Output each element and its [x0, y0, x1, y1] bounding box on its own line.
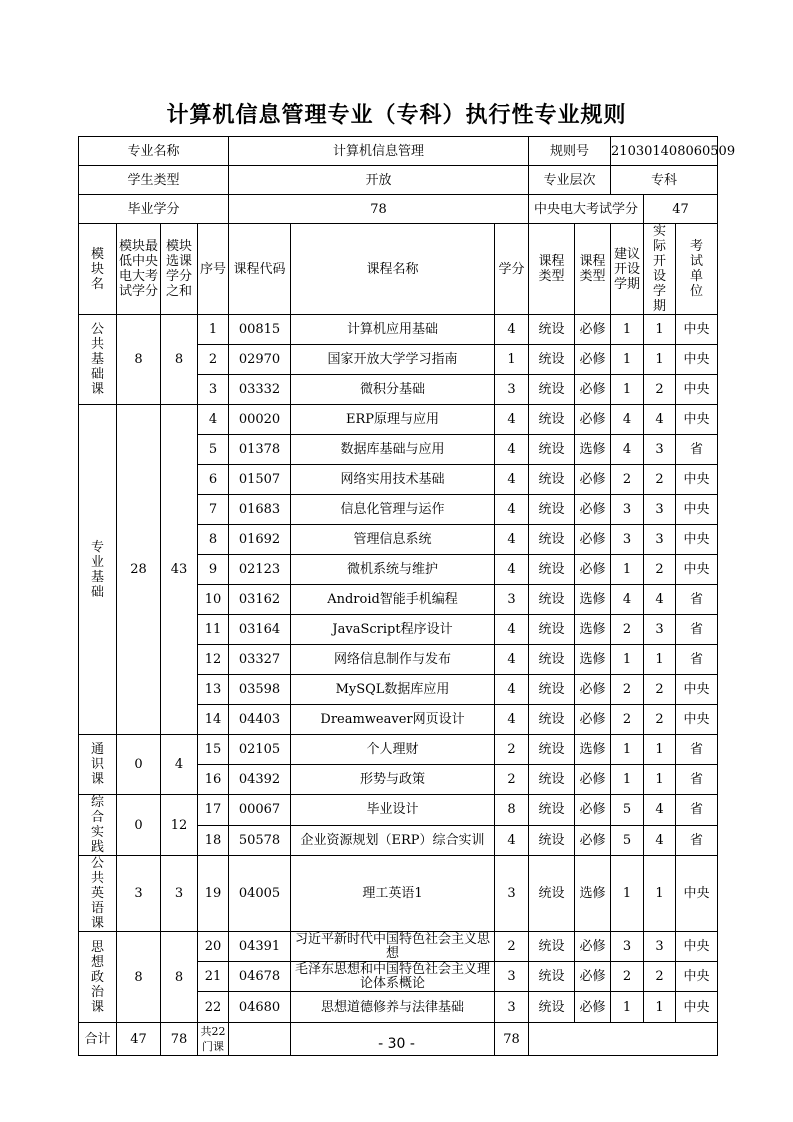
rule-no-value: 210301408060509 [611, 137, 718, 166]
course-code: 04678 [229, 962, 291, 992]
course-seq: 8 [198, 525, 229, 555]
course-seq: 14 [198, 705, 229, 735]
course-credit: 4 [495, 435, 529, 465]
course-suggest-term: 1 [611, 735, 644, 765]
course-actual-term: 2 [644, 555, 676, 585]
course-code: 50578 [229, 825, 291, 856]
course-exam-unit: 中央 [676, 962, 718, 992]
course-credit: 4 [495, 825, 529, 856]
course-actual-term: 1 [644, 735, 676, 765]
course-type: 必修 [575, 525, 611, 555]
header-course-type: 课程类型 [575, 224, 611, 315]
course-kind: 统设 [529, 705, 575, 735]
course-seq: 5 [198, 435, 229, 465]
course-code: 03598 [229, 675, 291, 705]
course-actual-term: 3 [644, 495, 676, 525]
course-name: 习近平新时代中国特色社会主义思想 [291, 932, 495, 962]
course-seq: 21 [198, 962, 229, 992]
course-exam-unit: 中央 [676, 992, 718, 1023]
total-elective-sum: 78 [161, 1023, 198, 1056]
course-seq: 2 [198, 345, 229, 375]
course-exam-unit: 省 [676, 585, 718, 615]
course-actual-term: 2 [644, 375, 676, 405]
course-seq: 20 [198, 932, 229, 962]
course-name: MySQL数据库应用 [291, 675, 495, 705]
course-name: JavaScript程序设计 [291, 615, 495, 645]
course-type: 必修 [575, 315, 611, 345]
course-credit: 2 [495, 735, 529, 765]
course-kind: 统设 [529, 825, 575, 856]
course-kind: 统设 [529, 555, 575, 585]
course-credit: 3 [495, 375, 529, 405]
module-elective-sum: 43 [161, 405, 198, 735]
table-row [79, 405, 718, 435]
course-code: 04392 [229, 765, 291, 795]
course-actual-term: 4 [644, 795, 676, 826]
course-code: 01692 [229, 525, 291, 555]
table-row [79, 795, 718, 826]
header-name: 课程名称 [291, 224, 495, 315]
course-credit: 4 [495, 405, 529, 435]
course-name: ERP原理与应用 [291, 405, 495, 435]
table-row [79, 315, 718, 345]
course-credit: 8 [495, 795, 529, 826]
column-header-row [79, 224, 718, 315]
header-actual-term: 实际开设学期 [644, 224, 676, 315]
course-exam-unit: 中央 [676, 932, 718, 962]
course-name: 个人理财 [291, 735, 495, 765]
course-suggest-term: 5 [611, 825, 644, 856]
module-name: 公共英语课 [79, 856, 117, 932]
course-credit: 4 [495, 675, 529, 705]
course-type: 必修 [575, 405, 611, 435]
course-type: 必修 [575, 375, 611, 405]
course-seq: 3 [198, 375, 229, 405]
course-code: 02105 [229, 735, 291, 765]
course-name: 管理信息系统 [291, 525, 495, 555]
course-seq: 15 [198, 735, 229, 765]
course-suggest-term: 1 [611, 555, 644, 585]
level-value: 专科 [611, 166, 718, 195]
course-type: 选修 [575, 585, 611, 615]
module-name: 思想政治课 [79, 932, 117, 1023]
module-name: 通识课 [79, 735, 117, 795]
course-kind: 统设 [529, 795, 575, 826]
course-type: 必修 [575, 765, 611, 795]
course-credit: 4 [495, 525, 529, 555]
module-elective-sum: 12 [161, 795, 198, 856]
course-credit: 4 [495, 495, 529, 525]
course-suggest-term: 5 [611, 795, 644, 826]
header-credit: 学分 [495, 224, 529, 315]
course-code: 02970 [229, 345, 291, 375]
course-name: 国家开放大学学习指南 [291, 345, 495, 375]
course-name: 网络信息制作与发布 [291, 645, 495, 675]
course-code: 04403 [229, 705, 291, 735]
course-exam-unit: 中央 [676, 856, 718, 932]
course-kind: 统设 [529, 315, 575, 345]
course-suggest-term: 2 [611, 615, 644, 645]
course-seq: 4 [198, 405, 229, 435]
course-actual-term: 1 [644, 315, 676, 345]
module-min-central: 3 [117, 856, 161, 932]
course-type: 必修 [575, 825, 611, 856]
course-suggest-term: 4 [611, 435, 644, 465]
course-exam-unit: 中央 [676, 675, 718, 705]
course-code: 04680 [229, 992, 291, 1023]
course-credit: 3 [495, 856, 529, 932]
course-seq: 12 [198, 645, 229, 675]
course-name: 信息化管理与运作 [291, 495, 495, 525]
info-row-credits [79, 195, 718, 224]
module-min-central: 8 [117, 315, 161, 405]
course-type: 必修 [575, 962, 611, 992]
total-credit: 78 [495, 1023, 529, 1056]
course-name: 微积分基础 [291, 375, 495, 405]
course-actual-term: 2 [644, 705, 676, 735]
course-kind: 统设 [529, 345, 575, 375]
course-credit: 4 [495, 705, 529, 735]
course-exam-unit: 中央 [676, 375, 718, 405]
course-name: 计算机应用基础 [291, 315, 495, 345]
course-kind: 统设 [529, 615, 575, 645]
course-credit: 4 [495, 555, 529, 585]
module-elective-sum: 3 [161, 856, 198, 932]
course-type: 必修 [575, 705, 611, 735]
module-min-central: 0 [117, 735, 161, 795]
course-credit: 3 [495, 585, 529, 615]
course-type: 必修 [575, 555, 611, 585]
course-suggest-term: 1 [611, 345, 644, 375]
course-name: 毛泽东思想和中国特色社会主义理论体系概论 [291, 962, 495, 992]
course-suggest-term: 3 [611, 495, 644, 525]
course-code: 02123 [229, 555, 291, 585]
course-seq: 13 [198, 675, 229, 705]
course-seq: 1 [198, 315, 229, 345]
course-code: 01683 [229, 495, 291, 525]
course-type: 选修 [575, 735, 611, 765]
header-suggest-term: 建议开设学期 [611, 224, 644, 315]
header-code: 课程代码 [229, 224, 291, 315]
total-min-central: 47 [117, 1023, 161, 1056]
course-seq: 6 [198, 465, 229, 495]
course-exam-unit: 中央 [676, 405, 718, 435]
course-kind: 统设 [529, 962, 575, 992]
course-name: 毕业设计 [291, 795, 495, 826]
course-credit: 2 [495, 765, 529, 795]
course-kind: 统设 [529, 645, 575, 675]
course-actual-term: 1 [644, 856, 676, 932]
module-min-central: 8 [117, 932, 161, 1023]
course-code: 04005 [229, 856, 291, 932]
course-actual-term: 1 [644, 645, 676, 675]
table-row [79, 735, 718, 765]
table-row [79, 856, 718, 932]
course-kind: 统设 [529, 856, 575, 932]
course-exam-unit: 省 [676, 645, 718, 675]
course-suggest-term: 2 [611, 465, 644, 495]
header-min-central: 模块最低中央电大考试学分 [117, 224, 161, 315]
central-exam-value: 47 [644, 195, 718, 224]
course-code: 03164 [229, 615, 291, 645]
header-exam-unit: 考试单位 [676, 224, 718, 315]
course-kind: 统设 [529, 932, 575, 962]
course-suggest-term: 4 [611, 405, 644, 435]
course-code: 04391 [229, 932, 291, 962]
course-code: 03327 [229, 645, 291, 675]
info-row-student [79, 166, 718, 195]
course-exam-unit: 中央 [676, 465, 718, 495]
course-credit: 4 [495, 315, 529, 345]
course-name: 网络实用技术基础 [291, 465, 495, 495]
course-exam-unit: 中央 [676, 495, 718, 525]
course-type: 必修 [575, 932, 611, 962]
course-suggest-term: 1 [611, 856, 644, 932]
course-suggest-term: 1 [611, 315, 644, 345]
course-seq: 19 [198, 856, 229, 932]
header-course-kind: 课程类型 [529, 224, 575, 315]
course-suggest-term: 1 [611, 645, 644, 675]
page-title: 计算机信息管理专业（专科）执行性专业规则 [166, 103, 627, 128]
course-actual-term: 3 [644, 525, 676, 555]
course-kind: 统设 [529, 585, 575, 615]
course-code: 03332 [229, 375, 291, 405]
curriculum-table [78, 136, 736, 1056]
course-exam-unit: 省 [676, 825, 718, 856]
course-name: 数据库基础与应用 [291, 435, 495, 465]
course-kind: 统设 [529, 435, 575, 465]
course-type: 必修 [575, 795, 611, 826]
course-exam-unit: 中央 [676, 315, 718, 345]
student-type-value: 开放 [229, 166, 529, 195]
course-suggest-term: 1 [611, 375, 644, 405]
course-seq: 9 [198, 555, 229, 585]
course-kind: 统设 [529, 992, 575, 1023]
course-suggest-term: 3 [611, 525, 644, 555]
course-seq: 22 [198, 992, 229, 1023]
course-code: 03162 [229, 585, 291, 615]
course-seq: 10 [198, 585, 229, 615]
course-kind: 统设 [529, 765, 575, 795]
course-kind: 统设 [529, 495, 575, 525]
course-credit: 3 [495, 992, 529, 1023]
course-suggest-term: 2 [611, 675, 644, 705]
header-seq: 序号 [198, 224, 229, 315]
course-seq: 7 [198, 495, 229, 525]
course-actual-term: 4 [644, 405, 676, 435]
course-type: 选修 [575, 645, 611, 675]
grad-credit-label: 毕业学分 [79, 195, 229, 224]
course-exam-unit: 省 [676, 615, 718, 645]
course-name: Android智能手机编程 [291, 585, 495, 615]
course-exam-unit: 省 [676, 795, 718, 826]
course-type: 必修 [575, 495, 611, 525]
course-name: 微机系统与维护 [291, 555, 495, 585]
total-label: 合计 [79, 1023, 117, 1056]
module-min-central: 28 [117, 405, 161, 735]
central-exam-label: 中央电大考试学分 [529, 195, 644, 224]
course-seq: 18 [198, 825, 229, 856]
course-code: 00067 [229, 795, 291, 826]
course-seq: 11 [198, 615, 229, 645]
course-actual-term: 2 [644, 962, 676, 992]
course-credit: 1 [495, 345, 529, 375]
course-exam-unit: 省 [676, 765, 718, 795]
course-type: 选修 [575, 856, 611, 932]
course-type: 必修 [575, 345, 611, 375]
course-exam-unit: 中央 [676, 525, 718, 555]
course-actual-term: 4 [644, 585, 676, 615]
course-actual-term: 1 [644, 992, 676, 1023]
total-course-count: 共22门课 [198, 1023, 229, 1056]
level-label: 专业层次 [529, 166, 611, 195]
module-name: 综合实践 [79, 795, 117, 856]
course-type: 选修 [575, 435, 611, 465]
rule-no-label: 规则号 [529, 137, 611, 166]
course-name: Dreamweaver网页设计 [291, 705, 495, 735]
course-kind: 统设 [529, 465, 575, 495]
header-module: 模块名 [79, 224, 117, 315]
course-exam-unit: 中央 [676, 555, 718, 585]
course-actual-term: 1 [644, 345, 676, 375]
course-exam-unit: 省 [676, 435, 718, 465]
module-min-central: 0 [117, 795, 161, 856]
module-name: 公共基础课 [79, 315, 117, 405]
major-label: 专业名称 [79, 137, 229, 166]
course-actual-term: 3 [644, 932, 676, 962]
course-name: 企业资源规划（ERP）综合实训 [291, 825, 495, 856]
table-row [79, 932, 718, 962]
course-type: 选修 [575, 615, 611, 645]
module-name: 专业基础 [79, 405, 117, 735]
course-suggest-term: 2 [611, 962, 644, 992]
course-credit: 3 [495, 962, 529, 992]
course-seq: 17 [198, 795, 229, 826]
course-actual-term: 4 [644, 825, 676, 856]
course-name: 理工英语1 [291, 856, 495, 932]
course-code: 00020 [229, 405, 291, 435]
course-suggest-term: 3 [611, 932, 644, 962]
module-elective-sum: 8 [161, 315, 198, 405]
course-suggest-term: 2 [611, 705, 644, 735]
course-code: 01507 [229, 465, 291, 495]
course-credit: 4 [495, 615, 529, 645]
course-exam-unit: 中央 [676, 705, 718, 735]
course-type: 必修 [575, 992, 611, 1023]
page-number: - 30 - [378, 1036, 415, 1052]
student-type-label: 学生类型 [79, 166, 229, 195]
info-row-major [79, 137, 718, 166]
course-kind: 统设 [529, 525, 575, 555]
module-elective-sum: 4 [161, 735, 198, 795]
course-actual-term: 2 [644, 675, 676, 705]
course-actual-term: 3 [644, 615, 676, 645]
course-actual-term: 2 [644, 465, 676, 495]
course-kind: 统设 [529, 405, 575, 435]
grad-credit-value: 78 [229, 195, 529, 224]
course-code: 01378 [229, 435, 291, 465]
course-exam-unit: 省 [676, 735, 718, 765]
course-name: 思想道德修养与法律基础 [291, 992, 495, 1023]
course-suggest-term: 1 [611, 992, 644, 1023]
course-kind: 统设 [529, 375, 575, 405]
course-name: 形势与政策 [291, 765, 495, 795]
course-exam-unit: 中央 [676, 345, 718, 375]
course-credit: 4 [495, 465, 529, 495]
course-seq: 16 [198, 765, 229, 795]
course-kind: 统设 [529, 735, 575, 765]
course-type: 必修 [575, 465, 611, 495]
course-code: 00815 [229, 315, 291, 345]
module-elective-sum: 8 [161, 932, 198, 1023]
course-actual-term: 3 [644, 435, 676, 465]
course-credit: 4 [495, 645, 529, 675]
course-suggest-term: 4 [611, 585, 644, 615]
course-actual-term: 1 [644, 765, 676, 795]
course-suggest-term: 1 [611, 765, 644, 795]
course-type: 必修 [575, 675, 611, 705]
major-value: 计算机信息管理 [229, 137, 529, 166]
course-credit: 2 [495, 932, 529, 962]
header-elective-sum: 模块选课学分之和 [161, 224, 198, 315]
course-kind: 统设 [529, 675, 575, 705]
